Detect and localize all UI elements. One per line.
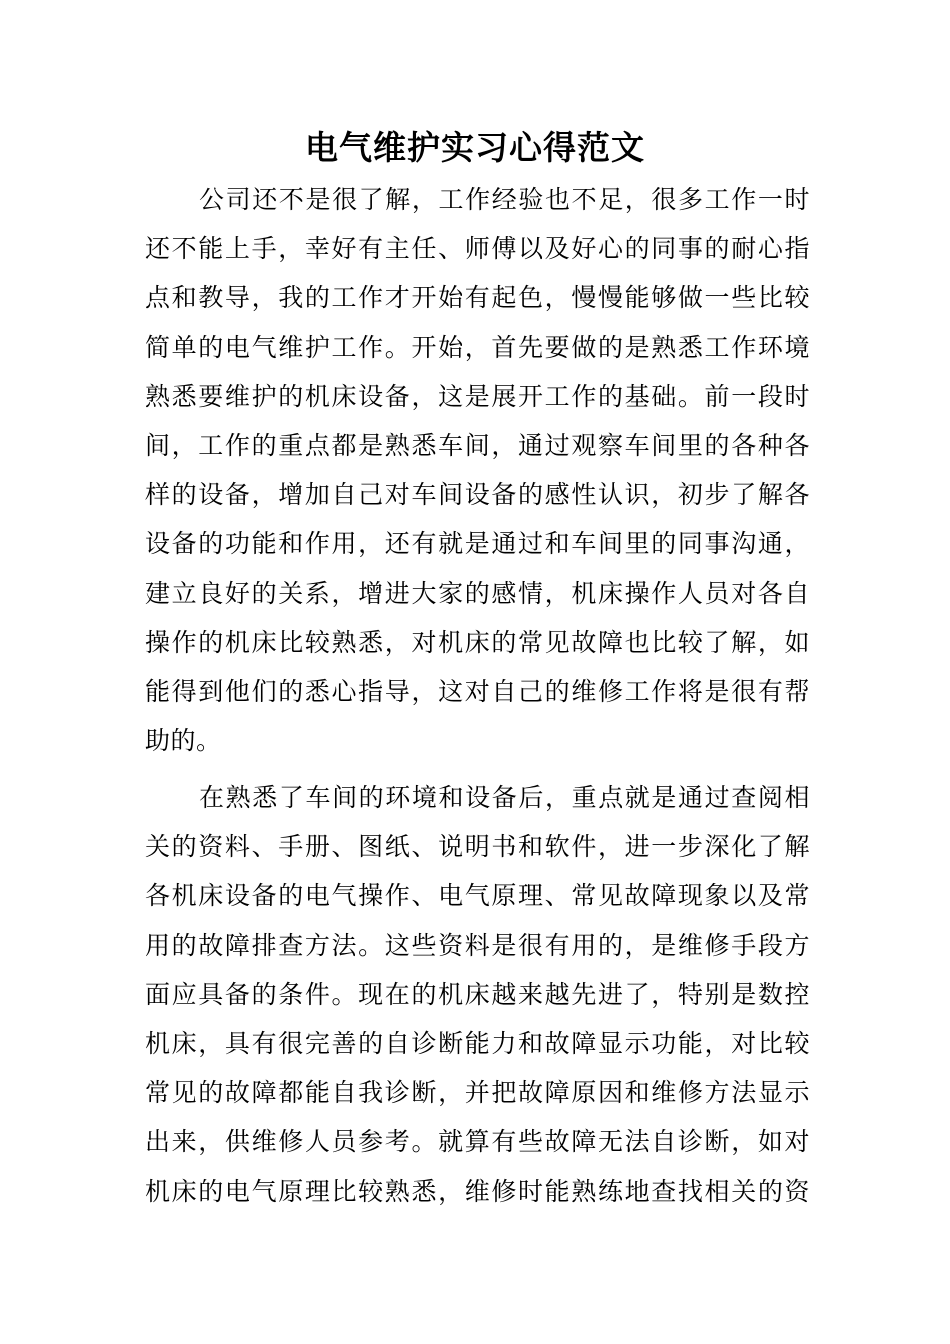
text-line: 熟悉要维护的机床设备，这是展开工作的基础。前一段时 [145,381,810,411]
text-line: 还不能上手，幸好有主任、师傅以及好心的同事的耐心指 [145,234,810,264]
text-line: 设备的功能和作用，还有就是通过和车间里的同事沟通， [145,529,810,559]
paragraph-1 [145,175,810,765]
paragraph-2 [145,773,810,1216]
text-line: 面应具备的条件。现在的机床越来越先进了，特别是数控 [145,979,810,1009]
text-line: 样的设备，增加自己对车间设备的感性认识，初步了解各 [145,480,810,510]
text-line: 常见的故障都能自我诊断，并把故障原因和维修方法显示 [145,1078,810,1108]
text-line: 能得到他们的悉心指导，这对自己的维修工作将是很有帮 [145,676,810,706]
text-line: 助的。 [145,726,222,756]
document-title: 电气维护实习心得范文 [305,128,645,167]
text-line: 各机床设备的电气操作、电气原理、常见故障现象以及常 [145,881,810,911]
text-line: 操作的机床比较熟悉，对机床的常见故障也比较了解，如 [145,627,810,657]
text-line: 建立良好的关系，增进大家的感情，机床操作人员对各自 [145,578,810,608]
text-line: 简单的电气维护工作。开始，首先要做的是熟悉工作环境 [145,332,810,362]
text-line: 在熟悉了车间的环境和设备后，重点就是通过查阅相 [199,783,810,812]
text-line: 用的故障排查方法。这些资料是很有用的，是维修手段方 [145,930,810,960]
text-line: 出来，供维修人员参考。就算有些故障无法自诊断，如对 [145,1127,810,1157]
text-line: 机床，具有很完善的自诊断能力和故障显示功能，对比较 [145,1028,810,1058]
text-line: 关的资料、手册、图纸、说明书和软件，进一步深化了解 [145,832,810,862]
text-line: 机床的电气原理比较熟悉，维修时能熟练地查找相关的资 [145,1176,810,1206]
text-line: 点和教导，我的工作才开始有起色，慢慢能够做一些比较 [145,283,810,313]
text-line: 间，工作的重点都是熟悉车间，通过观察车间里的各种各 [145,430,810,460]
text-line: 公司还不是很了解，工作经验也不足，很多工作一时 [199,185,810,214]
